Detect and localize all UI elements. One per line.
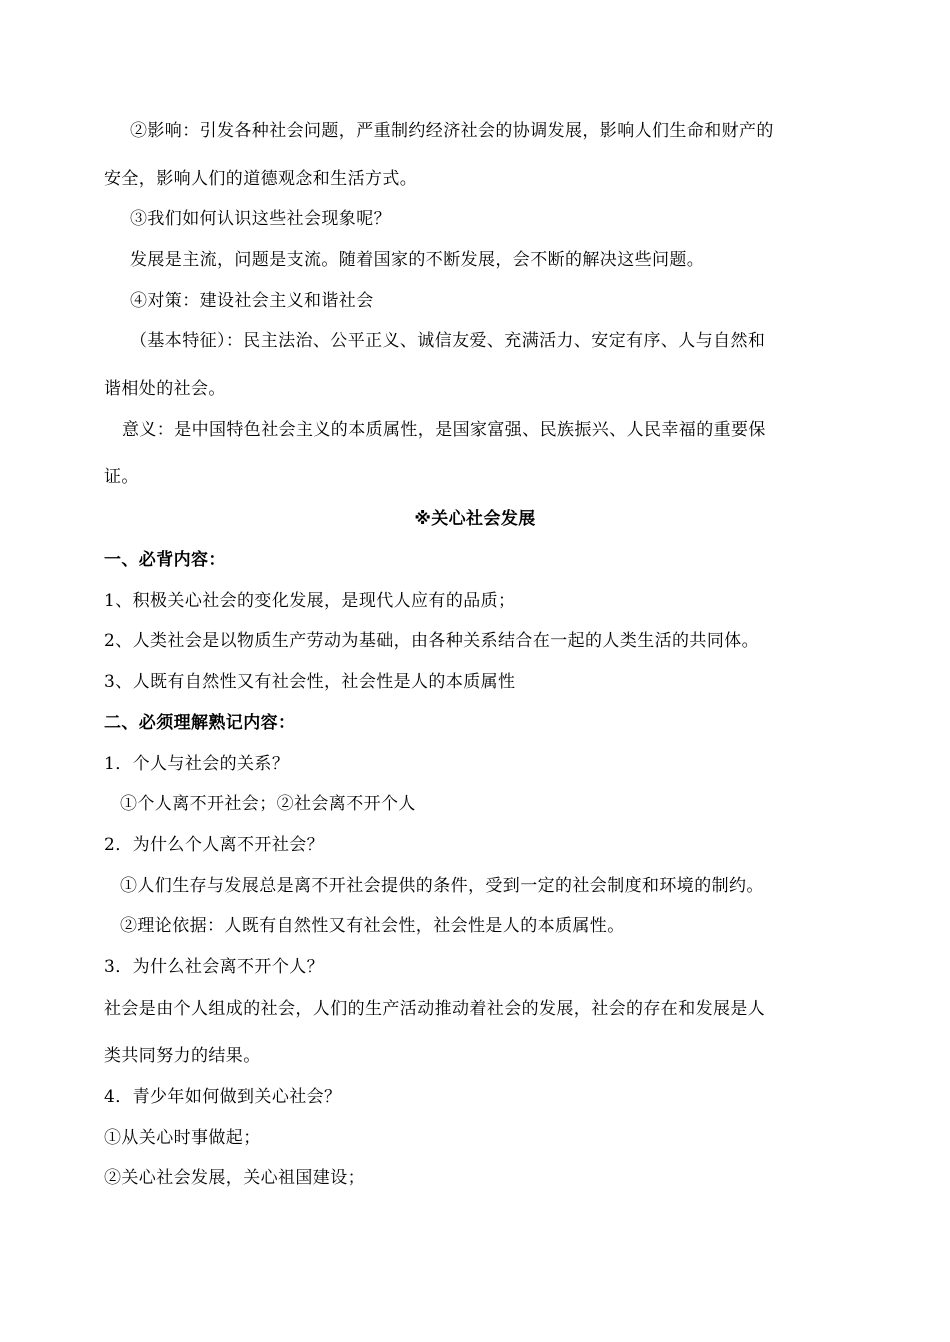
paragraph-impact-line-2: 安全，影响人们的道德观念和生活方式。	[104, 169, 418, 189]
significance-line-2: 证。	[104, 467, 139, 487]
significance-line-1: 意义：是中国特色社会主义的本质属性，是国家富强、民族振兴、人民幸福的重要保	[122, 420, 766, 440]
memorize-item-3: 3、人既有自然性又有社会性，社会性是人的本质属性	[104, 672, 516, 692]
answer-1: ①个人离不开社会；②社会离不开个人	[120, 794, 416, 814]
answer-4-point-1: ①从关心时事做起；	[104, 1128, 261, 1148]
basic-features-line-2: 谐相处的社会。	[104, 379, 226, 399]
memorize-item-2: 2、人类社会是以物质生产劳动为基础，由各种关系结合在一起的人类生活的共同体。	[104, 631, 760, 651]
memorize-item-1: 1、积极关心社会的变化发展，是现代人应有的品质；	[104, 591, 516, 611]
question-4: 4．青少年如何做到关心社会？	[104, 1087, 342, 1107]
basic-features-line-1: （基本特征）：民主法治、公平正义、诚信友爱、充满活力、安定有序、人与自然和	[130, 331, 766, 351]
answer-3-line-1: 社会是由个人组成的社会，人们的生产活动推动着社会的发展，社会的存在和发展是人	[104, 999, 766, 1019]
answer-2-point-1: ①人们生存与发展总是离不开社会提供的条件，受到一定的社会制度和环境的制约。	[120, 876, 764, 896]
countermeasure-line: ④对策：建设社会主义和谐社会	[130, 291, 374, 311]
answer-mainstream: 发展是主流，问题是支流。随着国家的不断发展，会不断的解决这些问题。	[130, 250, 705, 270]
heading-must-understand: 二、必须理解熟记内容：	[104, 713, 296, 733]
heading-must-memorize: 一、必背内容：	[104, 550, 226, 570]
question-how-understand: ③我们如何认识这些社会现象呢？	[130, 209, 391, 229]
answer-2-point-2: ②理论依据：人既有自然性又有社会性，社会性是人的本质属性。	[120, 916, 625, 936]
paragraph-impact-line-1: ②影响：引发各种社会问题，严重制约经济社会的协调发展，影响人们生命和财产的	[130, 121, 774, 141]
question-2: 2．为什么个人离不开社会？	[104, 835, 325, 855]
answer-3-line-2: 类共同努力的结果。	[104, 1046, 261, 1066]
question-3: 3．为什么社会离不开个人？	[104, 957, 325, 977]
answer-4-point-2: ②关心社会发展，关心祖国建设；	[104, 1168, 365, 1188]
section-title: ※关心社会发展	[414, 509, 536, 529]
question-1: 1．个人与社会的关系？	[104, 754, 290, 774]
